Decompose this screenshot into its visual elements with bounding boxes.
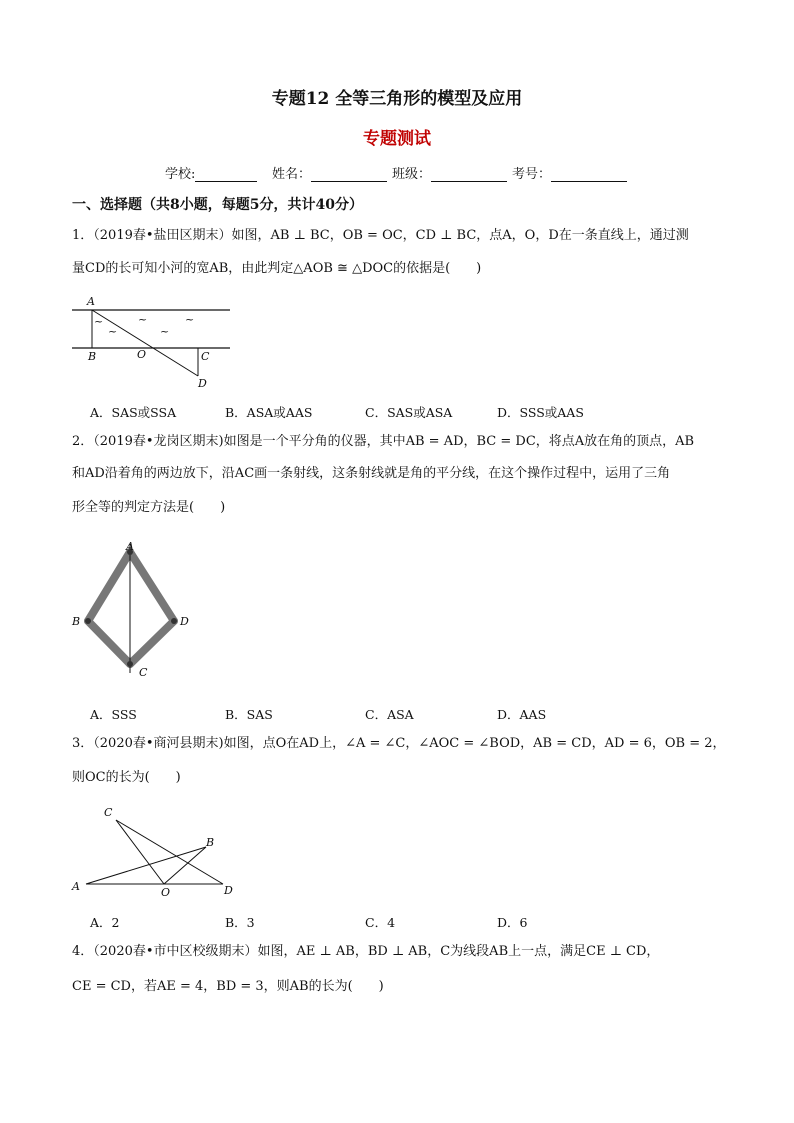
label-b: B bbox=[88, 350, 97, 363]
q1-option-c: C．SAS或ASA bbox=[365, 405, 453, 420]
q2-angle-bisector-figure bbox=[68, 536, 198, 686]
q3-option-c: C．4 bbox=[365, 915, 396, 930]
label-a: A bbox=[72, 880, 80, 893]
joint-d bbox=[171, 618, 177, 624]
section-heading: 一、选择题（共8小题，每题5分，共计40分） bbox=[72, 197, 363, 213]
q2-line1: 2．（2019春•龙岗区期末)如图是一个平分角的仪器，其中AB = AD，BC = DC，将点A放在角的顶点，AB bbox=[72, 434, 695, 449]
q2-option-b: B．SAS bbox=[225, 707, 273, 722]
school-blank bbox=[195, 169, 257, 182]
label-d: D bbox=[198, 377, 207, 390]
q3-option-a: A．2 bbox=[90, 915, 120, 930]
q1-line1: 1．（2019春•盐田区期末）如图，AB ⊥ BC，OB = OC，CD ⊥ BC，点A，O，D在一条直线上，通过测 bbox=[72, 228, 689, 243]
label-a: A bbox=[126, 540, 134, 553]
segment-cd bbox=[116, 820, 223, 884]
wave-mark: ~ bbox=[108, 325, 118, 338]
class-field bbox=[392, 163, 507, 182]
school-label: 学校: bbox=[165, 167, 196, 182]
joint-c bbox=[127, 661, 133, 667]
q1-line2: 量CD的长可知小河的宽AB，由此判定△AOB ≅ △DOC的依据是( ) bbox=[72, 261, 482, 276]
segment-co bbox=[116, 820, 164, 884]
q2-option-d: D．AAS bbox=[497, 707, 547, 722]
q3-triangles-figure bbox=[68, 800, 238, 900]
q2-option-c: C．ASA bbox=[365, 707, 414, 722]
bar-bc bbox=[88, 621, 130, 664]
q1-river-figure bbox=[70, 294, 234, 390]
label-a: A bbox=[87, 295, 95, 308]
q1-option-d: D．SSS或AAS bbox=[497, 405, 584, 420]
q3-option-d: D．6 bbox=[497, 915, 528, 930]
class-label: 班级： bbox=[392, 167, 432, 182]
bar-dc bbox=[130, 621, 174, 664]
q3-option-b: B．3 bbox=[225, 915, 255, 930]
label-d: D bbox=[180, 615, 189, 628]
name-field bbox=[272, 163, 387, 182]
name-label: 姓名： bbox=[272, 167, 312, 182]
label-c: C bbox=[201, 350, 210, 363]
wave-mark: ~ bbox=[94, 315, 104, 328]
q3-line1: 3．（2020春•商河县期末)如图，点O在AD上，∠A = ∠C，∠AOC = ∠BOD，AB = CD，AD = 6，OB = 2， bbox=[72, 736, 726, 751]
document-subtitle: 专题测试 bbox=[363, 129, 431, 149]
class-blank bbox=[431, 169, 507, 182]
bar-ab bbox=[88, 552, 130, 621]
wave-mark: ~ bbox=[138, 313, 148, 326]
bar-ad bbox=[130, 552, 174, 621]
q4-line1: 4．（2020春•市中区校级期末）如图，AE ⊥ AB，BD ⊥ AB，C为线段AB上一点，满足CE ⊥ CD， bbox=[72, 944, 660, 959]
q2-line2: 和AD沿着角的两边放下，沿AC画一条射线，这条射线就是角的平分线，在这个操作过程中，运用了三角 bbox=[72, 466, 671, 481]
label-b: B bbox=[72, 615, 81, 628]
document-title: 专题12 全等三角形的模型及应用 bbox=[271, 89, 523, 109]
label-c: C bbox=[139, 666, 148, 679]
q2-option-a: A．SSS bbox=[90, 707, 137, 722]
segment-ab bbox=[86, 847, 206, 884]
name-blank bbox=[311, 169, 387, 182]
number-field bbox=[512, 163, 627, 182]
label-o: O bbox=[137, 348, 147, 361]
number-blank bbox=[551, 169, 627, 182]
label-c: C bbox=[104, 806, 113, 819]
q1-option-b: B．ASA或AAS bbox=[225, 405, 313, 420]
q2-line3: 形全等的判定方法是( ) bbox=[72, 500, 226, 515]
wave-mark: ~ bbox=[185, 313, 195, 326]
q3-line2: 则OC的长为( ) bbox=[72, 770, 181, 785]
school-field bbox=[165, 163, 257, 182]
wave-mark: ~ bbox=[160, 325, 170, 338]
q4-line2: CE = CD，若AE = 4，BD = 3，则AB的长为( ) bbox=[72, 979, 384, 994]
label-d: D bbox=[224, 884, 233, 897]
joint-b bbox=[85, 618, 91, 624]
number-label: 考号： bbox=[512, 167, 552, 182]
label-o: O bbox=[161, 886, 171, 899]
label-b: B bbox=[206, 836, 215, 849]
q1-option-a: A．SAS或SSA bbox=[90, 405, 177, 420]
